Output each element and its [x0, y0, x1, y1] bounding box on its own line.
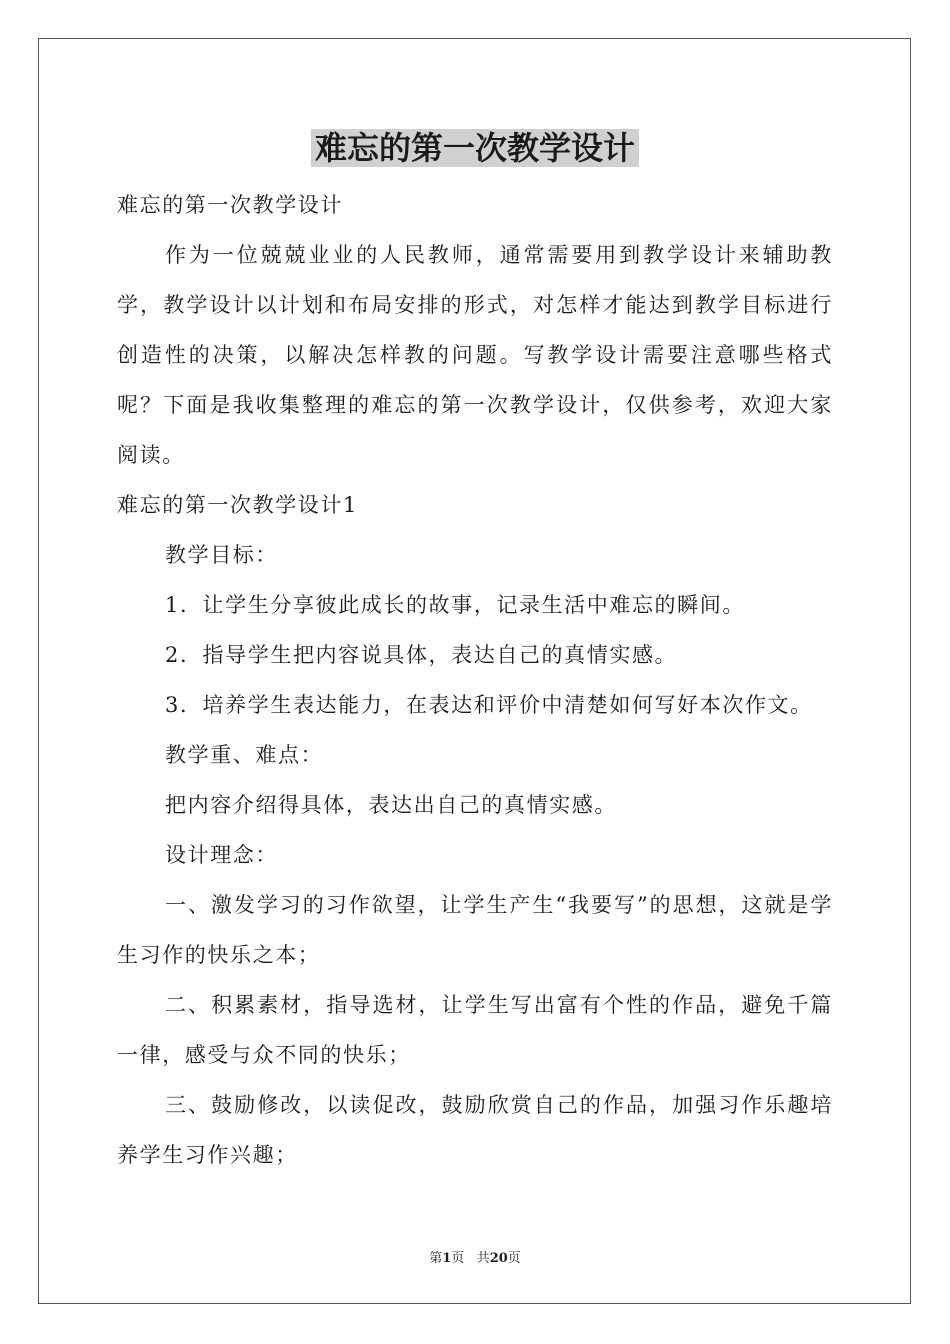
paragraph: 难忘的第一次教学设计	[117, 193, 343, 217]
paragraph: 2．指导学生把内容说具体，表达自己的真情实感。	[165, 643, 678, 667]
page-number: 1	[442, 1251, 452, 1266]
paragraph: 作为一位兢兢业业的人民教师，通常需要用到教学设计来辅助教学，教学设计以计划和布局安排的形式，对怎样才能达到教学目标进行创造性的决策，以解决怎样教的问题。写教学设计需要注意哪些格式呢？下面是我收集整理的难忘的第一次教学设计，仅供参考，欢迎大家阅读。	[117, 243, 833, 467]
document-body	[117, 180, 833, 1180]
total-prefix: 共	[476, 1251, 490, 1266]
paragraph: 教学重、难点：	[165, 743, 324, 767]
paragraph: 1．让学生分享彼此成长的故事，记录生活中难忘的瞬间。	[165, 593, 745, 617]
paragraph: 3．培养学生表达能力，在表达和评价中清楚如何写好本次作文。	[165, 693, 813, 717]
document-title-text: 难忘的第一次教学设计	[311, 129, 639, 167]
paragraph: 二、积累素材，指导选材，让学生写出富有个性的作品，避免千篇一律，感受与众不同的快乐；	[117, 993, 833, 1067]
document-title	[0, 128, 950, 168]
total-suffix: 页	[507, 1251, 521, 1266]
total-pages: 20	[489, 1251, 508, 1266]
page-footer	[0, 1247, 950, 1266]
paragraph: 设计理念：	[165, 843, 278, 867]
page-suffix: 页	[451, 1251, 465, 1266]
paragraph: 把内容介绍得具体，表达出自己的真情实感。	[165, 793, 617, 817]
section-heading: 难忘的第一次教学设计1	[117, 493, 358, 517]
paragraph: 教学目标：	[165, 543, 278, 567]
page-prefix: 第	[429, 1251, 443, 1266]
paragraph: 一、激发学习的习作欲望，让学生产生“我要写”的思想，这就是学生习作的快乐之本；	[117, 893, 833, 967]
paragraph: 三、鼓励修改，以读促改，鼓励欣赏自己的作品，加强习作乐趣培养学生习作兴趣；	[117, 1093, 833, 1167]
